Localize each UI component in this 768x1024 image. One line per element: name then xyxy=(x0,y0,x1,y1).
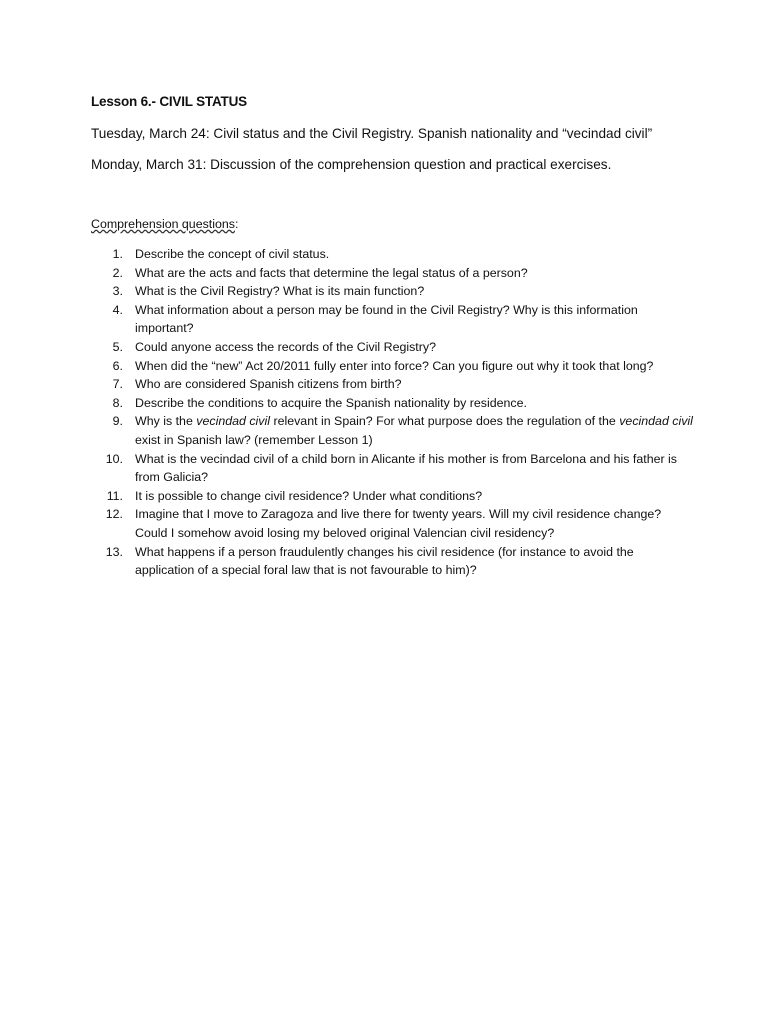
question-text: When did the “new” Act 20/2011 fully enter into force? Can you figure out why it took that long? xyxy=(135,358,654,373)
list-item xyxy=(91,543,691,580)
question-number: 11. xyxy=(106,488,123,503)
question-number: 1. xyxy=(112,247,123,261)
question-number: 4. xyxy=(112,302,123,317)
question-text: What information about a person may be found in the Civil Registry? Why is this information important? xyxy=(135,302,638,336)
question-number: 9. xyxy=(112,414,123,429)
comprehension-heading-label: Comprehension questions xyxy=(91,217,235,231)
question-text: Describe the concept of civil status. xyxy=(135,247,330,261)
list-item xyxy=(91,282,691,301)
question-text-italic: vecindad civil xyxy=(196,414,270,429)
question-text-part: exist in Spanish law? (remember Lesson 1) xyxy=(135,432,373,447)
list-item xyxy=(91,505,691,542)
question-number: 5. xyxy=(112,339,123,354)
question-number: 6. xyxy=(112,358,123,373)
schedule-line-monday: Monday, March 31: Discussion of the comprehension question and practical exercises. xyxy=(91,157,612,172)
question-text: Describe the conditions to acquire the Spanish nationality by residence. xyxy=(135,395,527,410)
question-number: 12. xyxy=(105,507,123,522)
question-text: What is the vecindad civil of a child born in Alicante if his mother is from Barcelona and his father is from Galicia? xyxy=(135,451,678,485)
question-text: Imagine that I move to Zaragoza and live there for twenty years. Will my civil residence change? Could I somehow avoid losing my beloved original Valencian civil residency? xyxy=(135,507,662,540)
list-item xyxy=(91,264,691,283)
question-text-part: Why is the xyxy=(135,414,197,429)
list-item xyxy=(91,357,691,376)
list-item xyxy=(91,450,691,487)
list-item xyxy=(91,245,691,264)
question-list xyxy=(91,245,691,580)
question-text: Who are considered Spanish citizens from birth? xyxy=(135,377,402,392)
question-text: Could anyone access the records of the Civil Registry? xyxy=(135,339,436,354)
list-item xyxy=(91,487,691,506)
question-text: What are the acts and facts that determine the legal status of a person? xyxy=(135,265,528,280)
comprehension-heading-colon: : xyxy=(234,217,239,231)
question-number: 2. xyxy=(112,265,123,280)
list-item xyxy=(91,338,691,357)
list-item xyxy=(91,375,691,394)
page-title: Lesson 6.- CIVIL STATUS xyxy=(91,94,247,109)
question-text xyxy=(135,412,695,449)
question-text: What happens if a person fraudulently changes his civil residence (for instance to avoid the application of a special foral law that is not favourable to him)? xyxy=(135,544,634,578)
list-item xyxy=(91,301,691,338)
question-text: What is the Civil Registry? What is its main function? xyxy=(135,284,425,299)
question-number: 3. xyxy=(112,284,123,299)
question-number: 8. xyxy=(112,395,123,410)
question-text-italic: vecindad civil xyxy=(619,414,693,429)
question-number: 13. xyxy=(105,544,123,559)
question-number: 7. xyxy=(112,377,123,392)
question-text-part: relevant in Spain? For what purpose does the regulation of the xyxy=(270,414,620,429)
list-item xyxy=(91,412,691,449)
question-number: 10. xyxy=(105,451,123,466)
schedule-line-tuesday: Tuesday, March 24: Civil status and the Civil Registry. Spanish nationality and “vecindad civil” xyxy=(91,126,653,141)
question-text: It is possible to change civil residence? Under what conditions? xyxy=(135,488,483,503)
comprehension-heading xyxy=(91,217,238,231)
list-item xyxy=(91,394,691,413)
